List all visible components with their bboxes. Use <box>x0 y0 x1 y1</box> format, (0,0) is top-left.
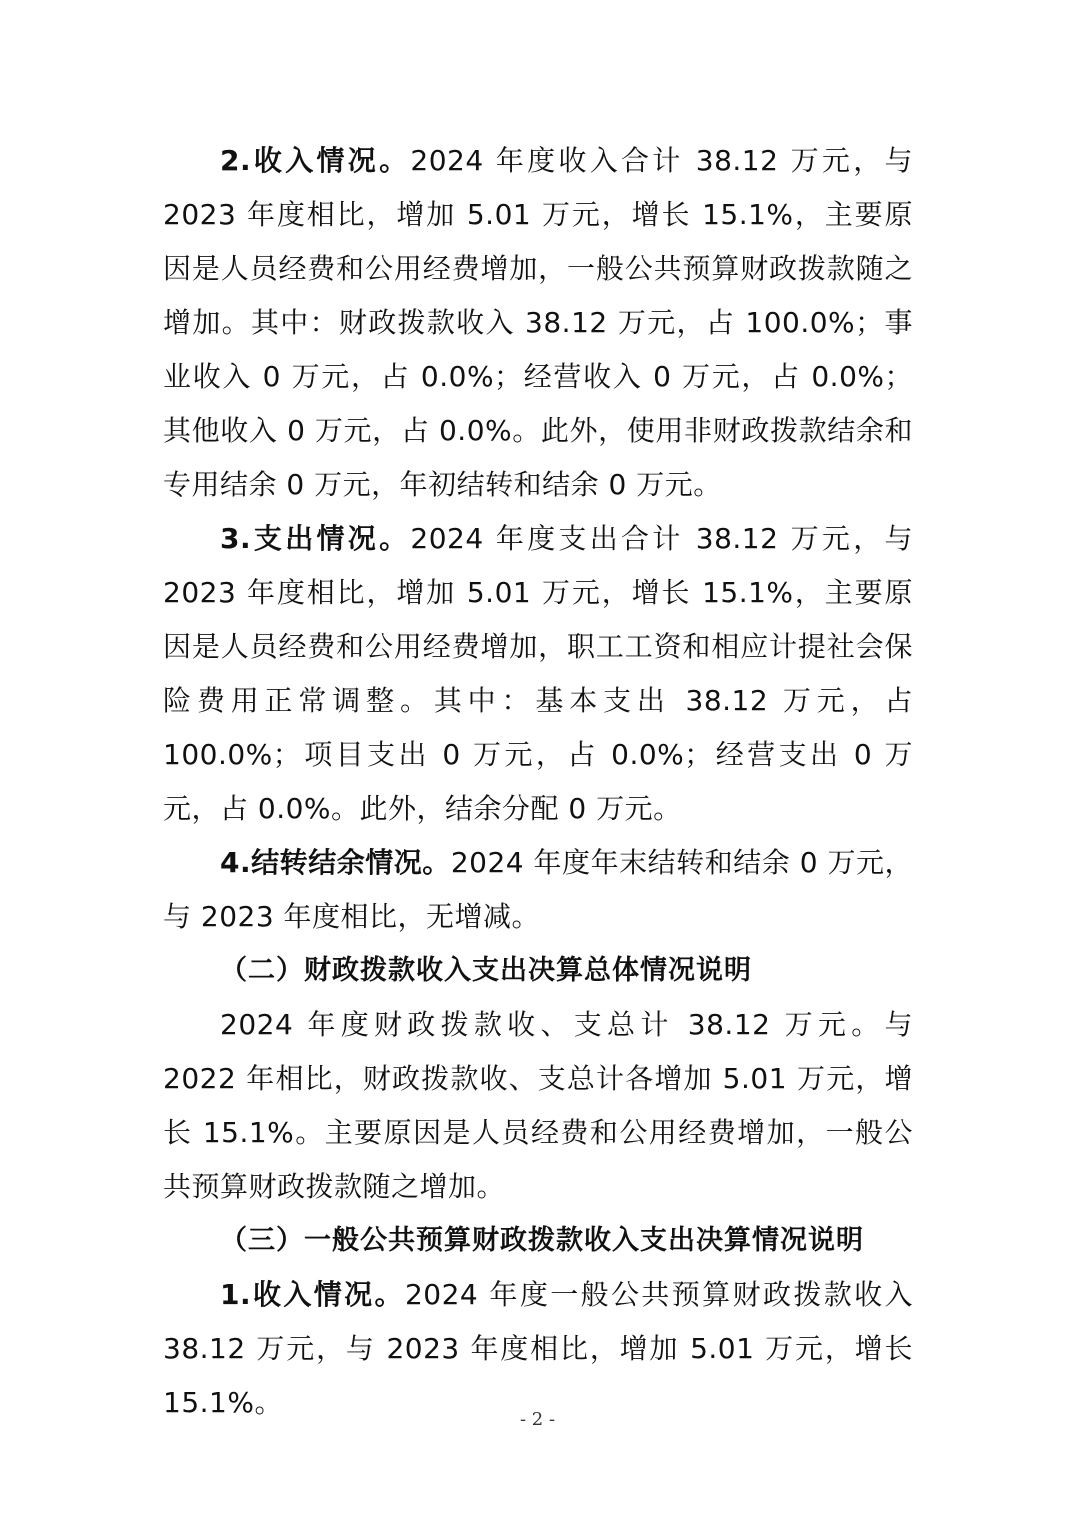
paragraph-expenditure-lead: 3.支出情况。 <box>220 522 411 555</box>
paragraph-income-text: 2024 年度收入合计 38.12 万元，与 2023 年度相比，增加 5.01 万元，增长 15.1%，主要原因是人员经费和公用经费增加，一般公共预算财政拨款随之增加。其中：财政拨款收入 38.12 万元，占 100.0%；事业收入 0 万元，占 0.0%；经营收入 0 万元，占 0.0%；其他收入 0 万元，占 0.0%。此外，使用非财政拨款结余和专用结余 0 万元，年初结转和结余 0 万元。 <box>163 144 913 501</box>
section-3-income-text: 2024 年度一般公共预算财政拨款收入 38.12 万元，与 2023 年度相比，增加 5.01 万元，增长 15.1%。 <box>163 1278 913 1419</box>
paragraph-income <box>163 134 913 512</box>
section-3-income-paragraph <box>163 1268 913 1430</box>
paragraph-expenditure <box>163 512 913 836</box>
section-3-heading: （三）一般公共预算财政拨款收入支出决算情况说明 <box>220 1225 864 1256</box>
paragraph-carryover-lead: 4.结转结余情况。 <box>220 846 451 879</box>
section-3-income-lead: 1.收入情况。 <box>220 1278 405 1311</box>
page-number: - 2 - <box>519 1409 556 1430</box>
section-2-heading: （二）财政拨款收入支出决算总体情况说明 <box>220 955 752 986</box>
document-body <box>163 134 913 1430</box>
section-2-paragraph: 2024 年度财政拨款收、支总计 38.12 万元。与 2022 年相比，财政拨款收、支总计各增加 5.01 万元，增长 15.1%。主要原因是人员经费和公用经费增加，一般公共预算财政拨款随之增加。 <box>163 1008 913 1203</box>
paragraph-carryover-text: 2024 年度年末结转和结余 0 万元，与 2023 年度相比，无增减。 <box>163 846 913 933</box>
paragraph-expenditure-text: 2024 年度支出合计 38.12 万元，与 2023 年度相比，增加 5.01 万元，增长 15.1%，主要原因是人员经费和公用经费增加，职工工资和相应计提社会保险费用正常调整。其中：基本支出 38.12 万元，占 100.0%；项目支出 0 万元，占 0.0%；经营支出 0 万元，占 0.0%。此外，结余分配 0 万元。 <box>163 522 913 825</box>
paragraph-income-lead: 2.收入情况。 <box>220 144 411 177</box>
paragraph-carryover <box>163 836 913 944</box>
